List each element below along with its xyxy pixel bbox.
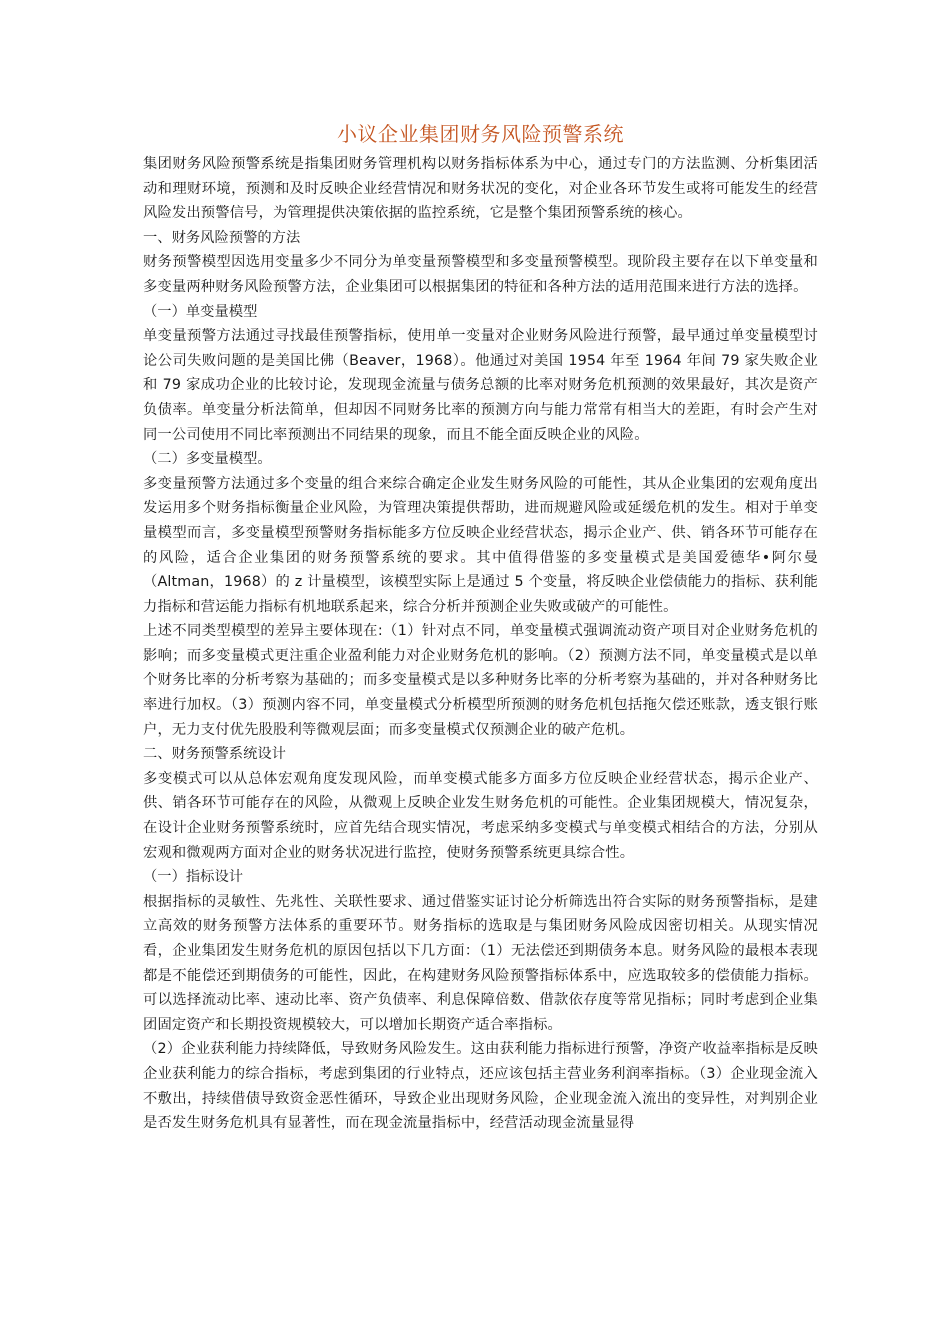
paragraph: 集团财务风险预警系统是指集团财务管理机构以财务指标体系为中心，通过专门的方法监测、分析集团活动和理财环境，预测和及时反映企业经营情况和财务状况的变化，对企业各环节发生或将可能发生的经营风险发出预警信号，为管理提供决策依据的监控系统，它是整个集团预警系统的核心。 [143, 156, 818, 222]
paragraph: 财务预警模型因选用变量多少不同分为单变量预警模型和多变量预警模型。现阶段主要存在以下单变量和多变量两种财务风险预警方法，企业集团可以根据集团的特征和各种方法的适用范围来进行方法的选择。 [143, 254, 818, 295]
paragraph: （2）企业获利能力持续降低，导致财务风险发生。这由获利能力指标进行预警，净资产收益率指标是反映企业获利能力的综合指标，考虑到集团的行业特点，还应该包括主营业务利润率指标。（3）企业现金流入不敷出，持续借债导致资金恶性循环，导致企业出现财务风险，企业现金流入流出的变异性，对判别企业是否发生财务危机具有显著性，而在现金流量指标中，经营活动现金流量显得 [143, 1041, 818, 1132]
section-heading: 一、财务风险预警的方法 [143, 229, 301, 246]
section-heading: （一）指标设计 [143, 869, 244, 886]
document-title: 小议企业集团财务风险预警系统 [337, 122, 624, 146]
paragraph: 多变模式可以从总体宏观角度发现风险，而单变模式能多方面多方位反映企业经营状态，揭示企业产、供、销各环节可能存在的风险，从微观上反映企业发生财务危机的可能性。企业集团规模大，情况复杂，在设计企业财务预警系统时，应首先结合现实情况，考虑采纳多变模式与单变模式相结合的方法，分别从宏观和微观两方面对企业的财务状况进行监控，使财务预警系统更具综合性。 [143, 770, 818, 861]
paragraph: 上述不同类型模型的差异主要体现在:（1）针对点不同，单变量模式强调流动资产项目对企业财务危机的影响；而多变量模式更注重企业盈利能力对企业财务危机的影响。（2）预测方法不同，单变量模式是以单个财务比率的分析考察为基础的；而多变量模式是以多种财务比率的分析考察为基础的，并对各种财务比率进行加权。（3）预测内容不同，单变量模式分析模型所预测的财务危机包括拖欠偿还账款，透支银行账户，无力支付优先股股利等微观层面；而多变量模式仅预测企业的破产危机。 [143, 623, 818, 738]
document-body [143, 152, 818, 1136]
paragraph: 多变量预警方法通过多个变量的组合来综合确定企业发生财务风险的可能性，其从企业集团的宏观角度出发运用多个财务指标衡量企业风险，为管理决策提供帮助，进而规避风险或延缓危机的发生。相对于单变量模型而言，多变量模型预警财务指标能多方位反映企业经营状态，揭示企业产、供、销各环节可能存在的风险，适合企业集团的财务预警系统的要求。其中值得借鉴的多变量模式是美国爱德华•阿尔曼（Altman，1968）的 z 计量模型，该模型实际上是通过 5 个变量，将反映企业偿债能力的指标、获利能力指标和营运能力指标有机地联系起来，综合分析并预测企业失败或破产的可能性。 [143, 475, 818, 615]
section-heading: （二）多变量模型。 [143, 451, 272, 468]
paragraph: 单变量预警方法通过寻找最佳预警指标，使用单一变量对企业财务风险进行预警，最早通过单变量模型讨论公司失败问题的是美国比佛（Beaver，1968）。他通过对美国 1954 年至 1964 年间 79 家失败企业和 79 家成功企业的比较讨论，发现现金流量与债务总额的比率对财务危机预测的效果最好，其次是资产负债率。单变量分析法简单，但却因不同财务比率的预测方向与能力常常有相当大的差距，有时会产生对同一公司使用不同比率预测出不同结果的现象，而且不能全面反映企业的风险。 [143, 328, 818, 443]
section-heading: （一）单变量模型 [143, 303, 258, 320]
section-heading: 二、财务预警系统设计 [143, 746, 286, 763]
document-page [143, 118, 818, 1136]
paragraph: 根据指标的灵敏性、先兆性、关联性要求、通过借鉴实证讨论分析筛选出符合实际的财务预警指标，是建立高效的财务预警方法体系的重要环节。财务指标的选取是与集团财务风险成因密切相关。从现实情况看，企业集团发生财务危机的原因包括以下几方面：（1）无法偿还到期债务本息。财务风险的最根本表现都是不能偿还到期债务的可能性，因此，在构建财务风险预警指标体系中，应选取较多的偿债能力指标。可以选择流动比率、速动比率、资产负债率、利息保障倍数、借款依存度等常见指标；同时考虑到企业集团固定资产和长期投资规模较大，可以增加长期资产适合率指标。 [143, 893, 818, 1033]
